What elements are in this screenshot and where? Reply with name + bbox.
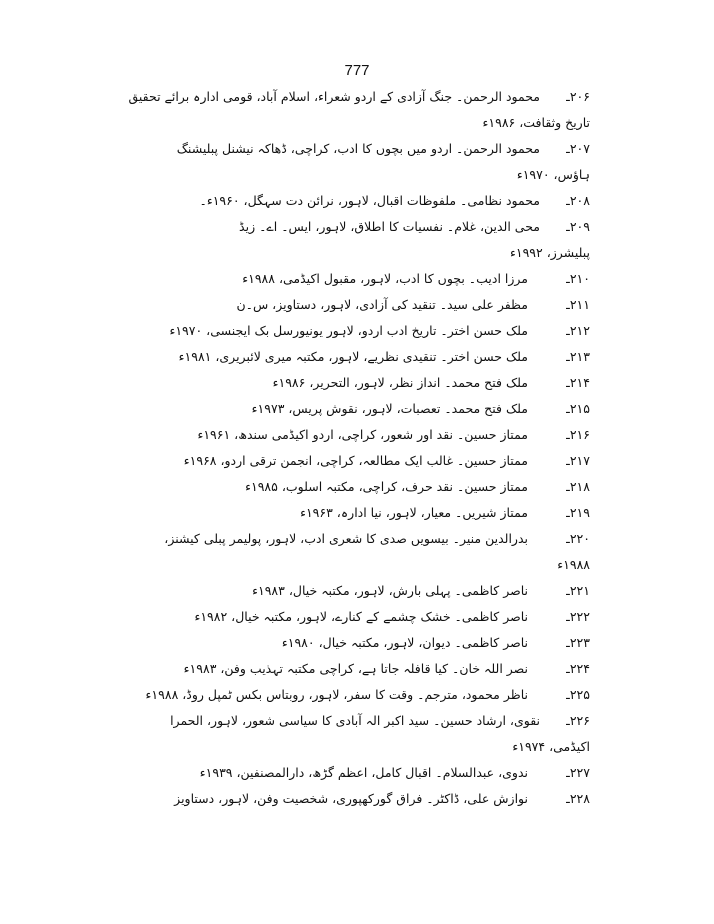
entry-number: ۲۲۱ـ xyxy=(566,583,590,598)
entry-text: مظفر علی سید۔ تنقید کی آزادی، لاہور، دستاویز، س۔ن xyxy=(236,297,528,312)
entry-text: ملک فتح محمد۔ انداز نظر، لاہور، التحریر، ۱۹۸۶ء xyxy=(272,375,528,390)
entry-text: ناصر کاظمی۔ خشک چشمے کے کنارے، لاہور، مکتبہ خیال، ۱۹۸۲ء xyxy=(194,609,528,624)
bibliography-entry xyxy=(150,188,590,214)
entry-number: ۲۲۳ـ xyxy=(566,635,590,650)
entry-text: ممتاز حسین۔ نقد اور شعور، کراچی، اردو اکیڈمی سندھ، ۱۹۶۱ء xyxy=(197,427,528,442)
entry-number: ۲۲۵ـ xyxy=(566,687,590,702)
entry-number: ۲۰۸ـ xyxy=(566,193,590,208)
entry-number: ۲۲۸ـ xyxy=(566,791,590,806)
entry-text: ممتاز شیریں۔ معیار، لاہور، نیا ادارہ، ۱۹۶۳ء xyxy=(300,505,528,520)
page-number: 777 xyxy=(344,62,370,79)
entry-number: ۲۲۲ـ xyxy=(566,609,590,624)
entry-number: ۲۱۸ـ xyxy=(566,479,590,494)
entry-text: ملک حسن اختر۔ تنقیدی نظریے، لاہور، مکتبہ میری لائبریری، ۱۹۸۱ء xyxy=(178,349,528,364)
bibliography-entry xyxy=(150,370,590,396)
bibliography-entry xyxy=(150,292,590,318)
bibliography-entry xyxy=(150,136,590,162)
bibliography-entry xyxy=(150,630,590,656)
entry-text: نوازش علی، ڈاکٹر۔ فراق گورکھپوری، شخصیت وفن، لاہور، دستاویز xyxy=(174,791,528,806)
bibliography-entry xyxy=(150,708,590,734)
entry-continuation: ۱۹۸۸ء xyxy=(557,557,590,572)
entry-text: ناصر کاظمی۔ دیوان، لاہور، مکتبہ خیال، ۱۹۸۰ء xyxy=(281,635,528,650)
entry-number: ۲۲۷ـ xyxy=(566,765,590,780)
entry-continuation: اکیڈمی، ۱۹۷۴ء xyxy=(512,739,590,754)
entry-number: ۲۱۱ـ xyxy=(566,297,590,312)
bibliography-entry xyxy=(150,786,590,812)
entry-text: نقوی، ارشاد حسین۔ سید اکبر الہ آبادی کا سیاسی شعور، لاہور، الحمرا xyxy=(170,713,540,728)
entry-text: ندوی، عبدالسلام۔ اقبال کامل، اعظم گڑھ، دارالمصنفین، ۱۹۳۹ء xyxy=(199,765,528,780)
entry-text: ملک فتح محمد۔ تعصبات، لاہور، نقوش پریس، ۱۹۷۳ء xyxy=(251,401,528,416)
entry-text: ملک حسن اختر۔ تاریخ ادب اردو، لاہور یونیورسل بک ایجنسی، ۱۹۷۰ء xyxy=(169,323,528,338)
entry-text: ناظر محمود، مترجم۔ وقت کا سفر، لاہور، روبتاس بکس ٹمپل روڈ، ۱۹۸۸ء xyxy=(145,687,528,702)
bibliography-entry xyxy=(150,214,590,240)
bibliography-entry xyxy=(150,656,590,682)
entry-text: محمود الرحمن۔ اردو میں بچوں کا ادب، کراچی، ڈھاکہ نیشنل پبلیشنگ xyxy=(176,141,540,156)
entry-number: ۲۲۰ـ xyxy=(566,531,590,546)
entry-number: ۲۲۴ـ xyxy=(566,661,590,676)
bibliography-entry xyxy=(150,500,590,526)
bibliography-list xyxy=(128,84,590,812)
bibliography-entry xyxy=(128,84,590,110)
entry-text: ممتاز حسین۔ نقد حرف، کراچی، مکتبہ اسلوب، ۱۹۸۵ء xyxy=(245,479,528,494)
bibliography-entry xyxy=(150,578,590,604)
entry-number: ۲۱۷ـ xyxy=(566,453,590,468)
entry-continuation: پبلیشرز، ۱۹۹۲ء xyxy=(509,245,590,260)
entry-number: ۲۱۲ـ xyxy=(566,323,590,338)
entry-continuation: ہاؤس، ۱۹۷۰ء xyxy=(516,167,590,182)
entry-number: ۲۰۶ـ xyxy=(566,89,590,104)
entry-number: ۲۱۴ـ xyxy=(566,375,590,390)
entry-text: ناصر کاظمی۔ پہلی بارش، لاہور، مکتبہ خیال، ۱۹۸۳ء xyxy=(252,583,528,598)
entry-number: ۲۱۵ـ xyxy=(566,401,590,416)
entry-text: محمود نظامی۔ ملفوظات اقبال، لاہور، نرائن دت سہگل، ۱۹۶۰ء۔ xyxy=(199,193,540,208)
entry-number: ۲۱۹ـ xyxy=(566,505,590,520)
entry-text: محمود الرحمن۔ جنگ آزادی کے اردو شعراء، اسلام آباد، قومی ادارہ برائے تحقیق xyxy=(128,89,540,104)
bibliography-entry xyxy=(145,682,590,708)
entry-text: بدرالدین منیر۔ بیسویں صدی کا شعری ادب، لاہور، پولیمر پبلی کیشنز، xyxy=(164,531,528,546)
entry-text: نصر اللہ خان۔ کیا قافلہ جاتا ہے، کراچی مکتبہ تہذیب وفن، ۱۹۸۳ء xyxy=(183,661,528,676)
bibliography-entry xyxy=(150,526,590,552)
entry-number: ۲۱۶ـ xyxy=(566,427,590,442)
entry-number: ۲۱۰ـ xyxy=(566,271,590,286)
entry-text: مرزا ادیب۔ بچوں کا ادب، لاہور، مقبول اکیڈمی، ۱۹۸۸ء xyxy=(242,271,528,286)
entry-text: محی الدین، غلام۔ نفسیات کا اطلاق، لاہور، ایس۔ اے۔ زیڈ xyxy=(239,219,540,234)
entry-number: ۲۰۹ـ xyxy=(566,219,590,234)
entry-number: ۲۰۷ـ xyxy=(566,141,590,156)
bibliography-entry xyxy=(150,344,590,370)
entry-number: ۲۲۶ـ xyxy=(566,713,590,728)
bibliography-entry xyxy=(150,474,590,500)
entry-number: ۲۱۳ـ xyxy=(566,349,590,364)
entry-continuation: تاریخ وثقافت، ۱۹۸۶ء xyxy=(482,115,590,130)
bibliography-entry xyxy=(150,396,590,422)
bibliography-entry xyxy=(150,760,590,786)
bibliography-entry xyxy=(150,422,590,448)
bibliography-entry xyxy=(150,266,590,292)
entry-text: ممتاز حسین۔ غالب ایک مطالعہ، کراچی، انجمن ترقی اردو، ۱۹۶۸ء xyxy=(183,453,528,468)
bibliography-entry xyxy=(150,604,590,630)
bibliography-entry xyxy=(150,448,590,474)
bibliography-entry xyxy=(150,318,590,344)
